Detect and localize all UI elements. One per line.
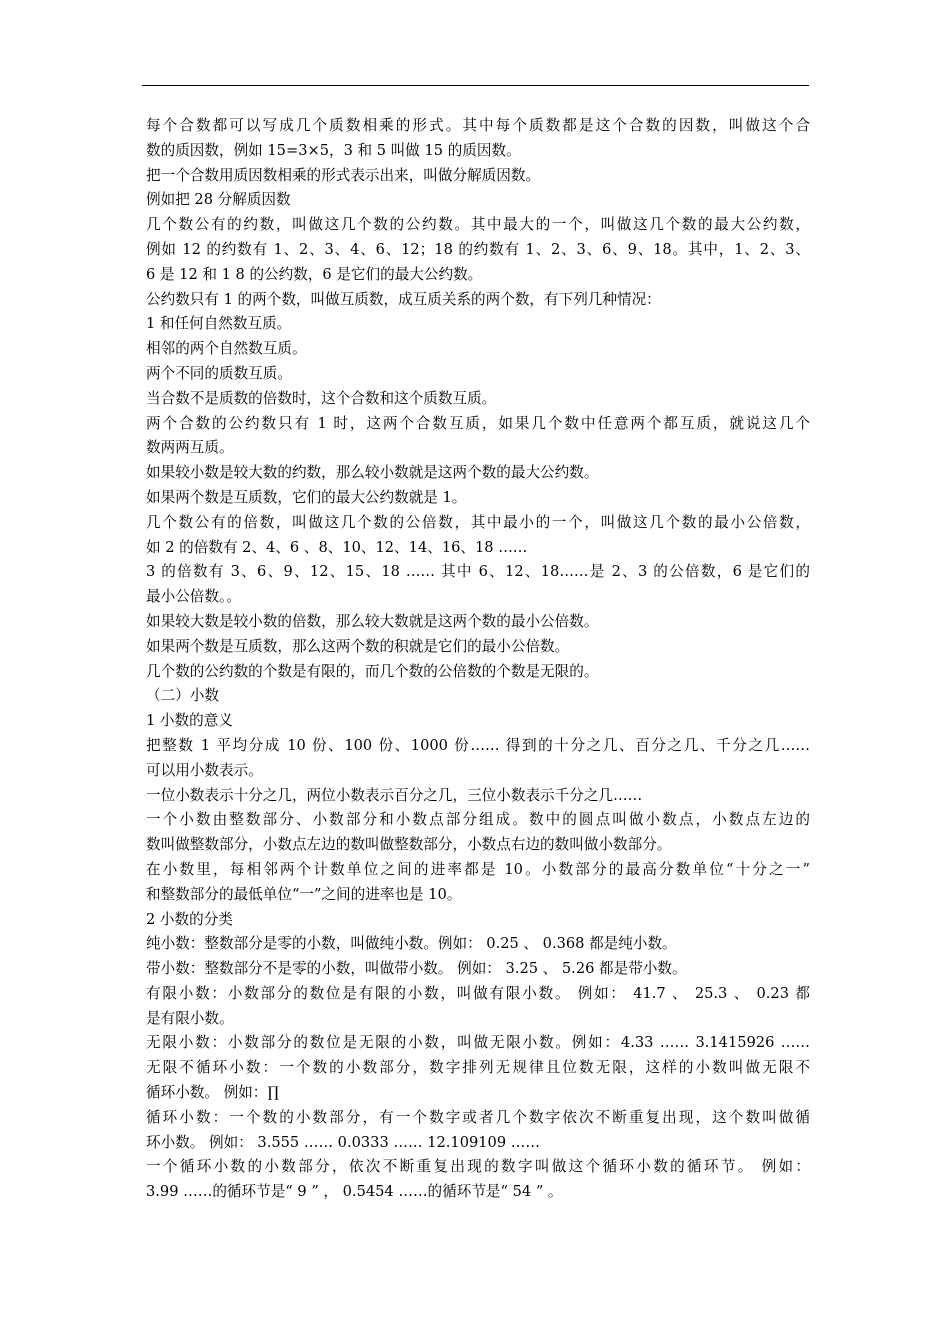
subsection-heading: 1 小数的意义: [146, 712, 233, 730]
paragraph-line: 几个数的公约数的个数是有限的，而几个数的公倍数的个数是无限的。: [146, 662, 599, 680]
paragraph-line: 相邻的两个自然数互质。: [146, 340, 307, 358]
paragraph-line: 当合数不是质数的倍数时，这个合数和这个质数互质。: [146, 389, 497, 407]
subsection-heading: 2 小数的分类: [146, 910, 233, 928]
paragraph-line: 1 和任何自然数互质。: [146, 315, 292, 333]
paragraph-line: 一个循环小数的小数部分，依次不断重复出现的数字叫做这个循环小数的循环节。 例如：: [146, 1158, 810, 1176]
paragraph-line: 例如把 28 分解质因数: [146, 191, 291, 209]
paragraph-line: 6 是 12 和 1 8 的公约数，6 是它们的最大公约数。: [146, 265, 483, 283]
paragraph-line: 无限不循环小数：一个数的小数部分，数字排列无规律且位数无限，这样的小数叫做无限不: [146, 1059, 810, 1077]
paragraph-line: 如果较大数是较小数的倍数，那么较大数就是这两个数的最小公倍数。: [146, 612, 599, 630]
paragraph-line: 如果两个数是互质数，那么这两个数的积就是它们的最小公倍数。: [146, 637, 570, 655]
paragraph-line: 数叫做整数部分，小数点左边的数叫做整数部分，小数点右边的数叫做小数部分。: [146, 836, 672, 854]
paragraph-line: 把一个合数用质因数相乘的形式表示出来，叫做分解质因数。: [146, 166, 541, 184]
paragraph-line: 在小数里，每相邻两个计数单位之间的进率都是 10。小数部分的最高分数单位“十分之一”: [146, 860, 810, 878]
section-heading: （二）小数: [146, 687, 219, 705]
paragraph-line: 如果两个数是互质数，它们的最大公约数就是 1。: [146, 488, 467, 506]
paragraph-line: 3.99 ……的循环节是“ 9 ” ， 0.5454 ……的循环节是“ 54 ” 。: [146, 1183, 563, 1201]
paragraph-line: 如果较小数是较大数的约数，那么较小数就是这两个数的最大公约数。: [146, 464, 599, 482]
paragraph-line: 和整数部分的最低单位“一”之间的进率也是 10。: [146, 885, 462, 903]
paragraph-line: 如 2 的倍数有 2、4、6 、8、10、12、14、16、18 ……: [146, 538, 528, 556]
paragraph-line: 可以用小数表示。: [146, 761, 263, 779]
paragraph-line: 最小公倍数。。: [146, 588, 241, 606]
paragraph-line: 公约数只有 1 的两个数，叫做互质数，成互质关系的两个数，有下列几种情况：: [146, 290, 661, 308]
paragraph-line: 一位小数表示十分之几，两位小数表示百分之几，三位小数表示千分之几……: [146, 786, 643, 804]
header-rule: [142, 85, 809, 86]
document-body: [146, 114, 810, 1205]
paragraph-line: 两个不同的质数互质。: [146, 364, 292, 382]
paragraph-line: 例如 12 的约数有 1、2、3、4、6、12；18 的约数有 1、2、3、6、9、18。其中，1、2、3、: [146, 240, 810, 258]
paragraph-line: 一个小数由整数部分、小数部分和小数点部分组成。数中的圆点叫做小数点，小数点左边的: [146, 811, 810, 829]
paragraph-line: 3 的倍数有 3、6、9、12、15、18 …… 其中 6、12、18……是 2、3 的公倍数，6 是它们的: [146, 563, 810, 581]
paragraph-line: 无限小数：小数部分的数位是无限的小数，叫做无限小数。例如：4.33 …… 3.1415926 ……: [146, 1034, 810, 1052]
paragraph-line: 几个数公有的约数，叫做这几个数的公约数。其中最大的一个，叫做这几个数的最大公约数，: [146, 216, 810, 234]
paragraph-line: 循环小数。 例如：∏: [146, 1084, 280, 1102]
paragraph-line: 几个数公有的倍数，叫做这几个数的公倍数，其中最小的一个，叫做这几个数的最小公倍数，: [146, 513, 810, 531]
paragraph-line: 把整数 1 平均分成 10 份、100 份、1000 份…… 得到的十分之几、百分之几、千分之几……: [146, 736, 810, 754]
paragraph-line: 数两两互质。: [146, 439, 234, 457]
paragraph-line: 两个合数的公约数只有 1 时，这两个合数互质，如果几个数中任意两个都互质，就说这几个: [146, 414, 810, 432]
paragraph-line: 每个合数都可以写成几个质数相乘的形式。其中每个质数都是这个合数的因数，叫做这个合: [146, 117, 810, 134]
paragraph-line: 环小数。 例如： 3.555 …… 0.0333 …… 12.109109 ……: [146, 1133, 540, 1151]
paragraph-line: 循环小数：一个数的小数部分，有一个数字或者几个数字依次不断重复出现，这个数叫做循: [146, 1108, 810, 1126]
paragraph-line: 带小数：整数部分不是零的小数，叫做带小数。 例如： 3.25 、 5.26 都是带小数。: [146, 960, 687, 978]
paragraph-line: 有限小数：小数部分的数位是有限的小数，叫做有限小数。 例如： 41.7 、 25.3 、 0.23 都: [146, 984, 810, 1002]
paragraph-line: 数的质因数，例如 15=3×5，3 和 5 叫做 15 的质因数。: [146, 141, 521, 159]
paragraph-line: 纯小数：整数部分是零的小数，叫做纯小数。例如： 0.25 、 0.368 都是纯小数。: [146, 935, 677, 953]
paragraph-line: 是有限小数。: [146, 1009, 234, 1027]
